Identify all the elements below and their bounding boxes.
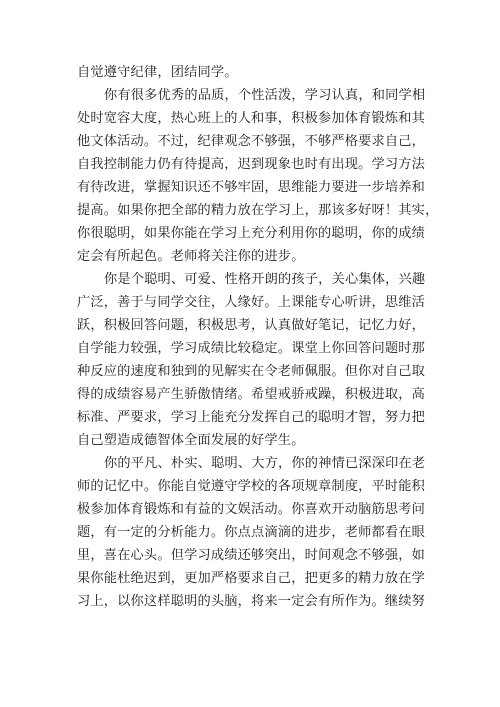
text-line: 广泛，善于与同学交往，人缘好。上课能专心听讲，思维活 [77,295,426,310]
text-line: 你有很多优秀的品质，个性活泼，学习认真，和同学相 [104,88,426,103]
text-line: 你很聪明，如果你能在学习上充分利用你的聪明，你的成绩 [77,226,426,241]
text-line: 你的平凡、朴实、聪明、大方，你的神情已深深印在老 [104,456,426,471]
text-line: 处时宽容大度，热心班上的人和事，积极参加体育锻炼和其 [77,111,426,126]
text-line: 得的成绩容易产生骄傲情绪。希望戒骄戒躁，积极进取，高 [77,387,426,402]
text-line: 种反应的速度和独到的见解实在令老师佩服。但你对自己取 [77,364,426,379]
text-line: 自我控制能力仍有待提高，迟到现象也时有出现。学习方法 [77,157,426,172]
text-line: 你是个聪明、可爱、性格开朗的孩子，关心集体，兴趣 [104,272,426,287]
text-line: 极参加体育锻炼和有益的文娱活动。你喜欢开动脑筋思考问 [77,502,426,517]
text-line: 师的记忆中。你能自觉遵守学校的各项规章制度，平时能积 [77,479,426,494]
text-line: 跃，积极回答问题，积极思考，认真做好笔记，记忆力好， [77,318,426,333]
text-line: 提高。如果你把全部的精力放在学习上，那该多好呀！其实， [77,203,439,218]
text-line: 定会有所起色。老师将关注你的进步。 [77,249,305,264]
text-line: 标准、严要求，学习上能充分发挥自己的聪明才智，努力把 [77,410,426,425]
text-line: 果你能杜绝迟到，更加严格要求自己，把更多的精力放在学 [77,571,426,586]
document-body [77,61,439,613]
text-line: 自学能力较强，学习成绩比较稳定。课堂上你回答问题时那 [77,341,426,356]
text-line: 自觉遵守纪律，团结同学。 [77,65,238,80]
text-line: 他文体活动。不过，纪律观念不够强，不够严格要求自己， [77,134,426,149]
text-line: 自己塑造成德智体全面发展的好学生。 [77,433,305,448]
text-line: 里，喜在心头。但学习成绩还够突出，时间观念不够强，如 [77,548,426,563]
text-line: 习上，以你这样聪明的头脑，将来一定会有所作为。继续努 [77,594,426,609]
text-line: 有待改进，掌握知识还不够牢固，思维能力要进一步培养和 [77,180,426,195]
text-line: 题，有一定的分析能力。你点点滴滴的进步，老师都看在眼 [77,525,426,540]
